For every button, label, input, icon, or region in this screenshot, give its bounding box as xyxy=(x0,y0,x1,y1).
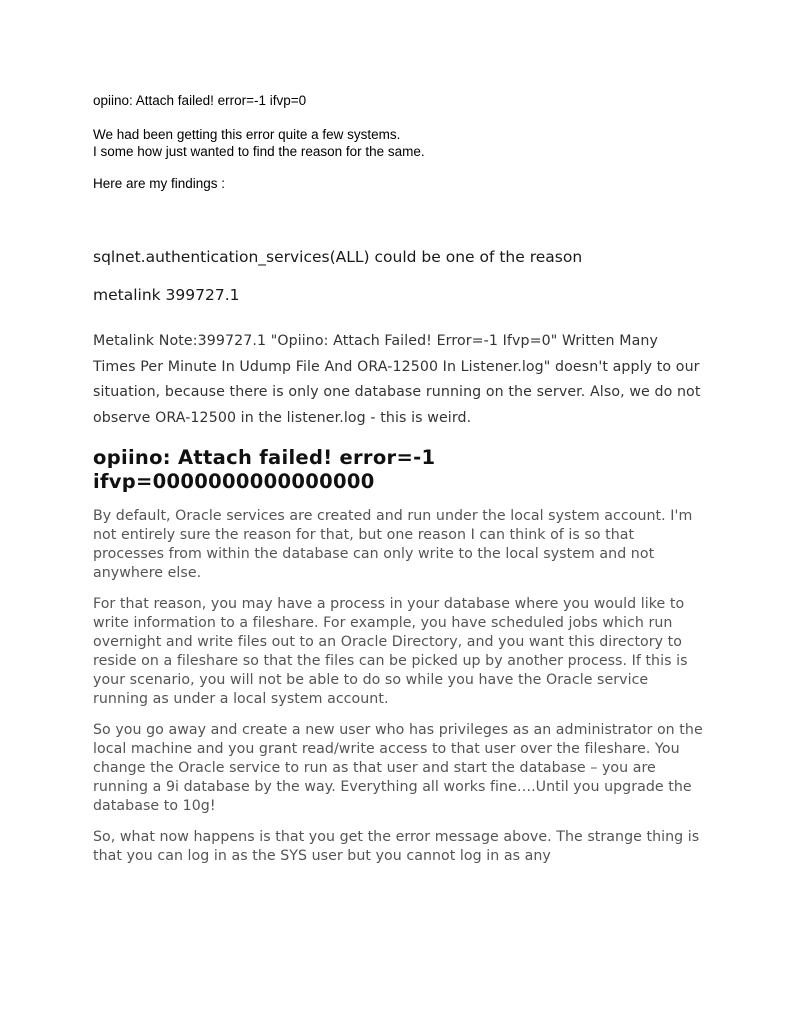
intro-line-1: We had been getting this error quite a few systems. xyxy=(93,127,401,142)
section-heading-metalink: metalink 399727.1 xyxy=(93,286,240,304)
findings-label: Here are my findings : xyxy=(93,176,226,191)
document-page xyxy=(93,92,705,866)
article-paragraph-3: So you go away and create a new user who has privileges as an administrator on the local machine and you grant read/write access to that user over the fileshare. You change the Oracle service to run as that user and start the database – you are running a 9i database by the way. Everything all works fine….Until you upgrade the database to 10g! xyxy=(93,722,703,815)
metalink-note-paragraph: Metalink Note:399727.1 "Opiino: Attach Failed! Error=-1 Ifvp=0" Written Many Times Per Minute In Udump File And ORA-12500 In Listener.log" doesn't apply to our situation, because there is only one database running on the server. Also, we do not observe ORA-12500 in the listener.log - this is weird. xyxy=(93,333,701,426)
section-heading-authentication: sqlnet.authentication_services(ALL) could be one of the reason xyxy=(93,248,583,266)
article-paragraph-1: By default, Oracle services are created and run under the local system account. I'm not entirely sure the reason for that, but one reason I can think of is so that processes from within the database can only write to the local system and not anywhere else. xyxy=(93,508,693,582)
intro-line-2: I some how just wanted to find the reason for the same. xyxy=(93,144,425,159)
document-title: opiino: Attach failed! error=-1 ifvp=0 xyxy=(93,93,307,108)
article-paragraph-4: So, what now happens is that you get the error message above. The strange thing is that you can log in as the SYS user but you cannot log in as any xyxy=(93,829,700,865)
article-heading: opiino: Attach failed! error=-1 ifvp=0000000000000000 xyxy=(93,446,436,494)
article-paragraph-2: For that reason, you may have a process in your database where you would like to write information to a fileshare. For example, you have scheduled jobs which run overnight and write files out to an Oracle Directory, and you want this directory to reside on a fileshare so that the files can be picked up by another process. If this is your scenario, you will not be able to do so while you have the Oracle service running as under a local system account. xyxy=(93,596,688,708)
